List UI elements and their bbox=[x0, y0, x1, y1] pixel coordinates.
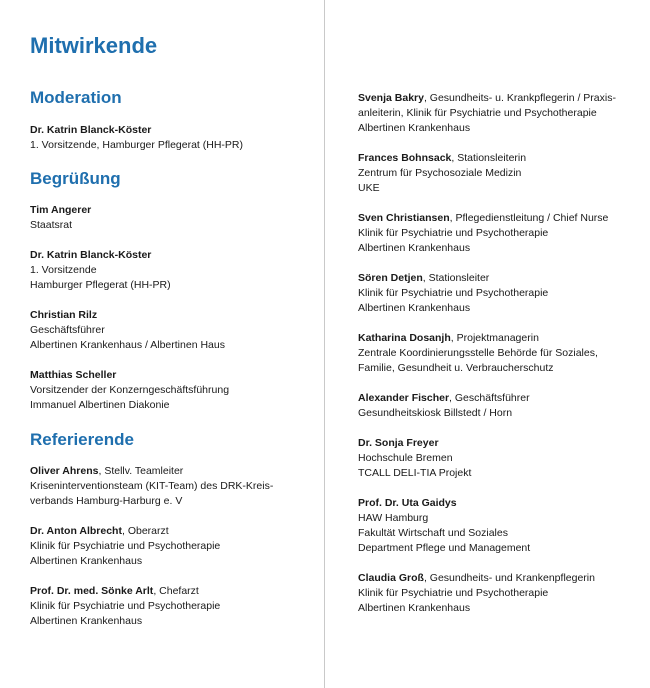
contributor-detail: Albertinen Krankenhaus bbox=[30, 615, 143, 627]
contributor-entry bbox=[30, 123, 320, 153]
contributor-name: Christian Rilz bbox=[30, 309, 98, 321]
contributor-heading bbox=[30, 308, 320, 323]
contributor-entry bbox=[30, 308, 320, 353]
contributor-heading bbox=[30, 524, 320, 539]
contributor-detail: Immanuel Albertinen Diakonie bbox=[30, 399, 170, 411]
contributor-entry bbox=[30, 203, 320, 233]
contributor-name: Dr. Anton Albrecht bbox=[30, 525, 122, 537]
contributor-heading bbox=[358, 211, 648, 226]
contributor-detail: Albertinen Krankenhaus bbox=[30, 555, 143, 567]
contributor-name: Sören Detjen bbox=[358, 272, 423, 284]
contributor-heading bbox=[358, 571, 648, 586]
contributor-heading bbox=[30, 248, 320, 263]
contributor-detail: anleiterin, Klinik für Psychiatrie und Psychotherapie bbox=[358, 107, 597, 119]
contributor-detail: Department Pflege und Management bbox=[358, 542, 531, 554]
contributor-name: Katharina Dosanjh bbox=[358, 332, 451, 344]
contributor-role: , Chefarzt bbox=[153, 585, 199, 597]
contributor-heading bbox=[358, 436, 648, 451]
contributor-detail: Staatsrat bbox=[30, 219, 73, 231]
contributor-role: , Stationsleiter bbox=[422, 272, 490, 284]
contributor-heading bbox=[358, 91, 648, 106]
contributor-detail: Albertinen Krankenhaus bbox=[358, 122, 471, 134]
contributor-name: Matthias Scheller bbox=[30, 369, 117, 381]
contributor-detail: Fakultät Wirtschaft und Soziales bbox=[358, 527, 508, 539]
contributor-detail: Zentrale Koordinierungsstelle Behörde für Soziales, bbox=[358, 347, 598, 359]
contributor-detail: Klinik für Psychiatrie und Psychotherapie bbox=[358, 227, 549, 239]
contributor-detail: Klinik für Psychiatrie und Psychotherapie bbox=[358, 587, 549, 599]
contributor-name: Claudia Groß bbox=[358, 572, 424, 584]
section-moderation-heading: Moderation bbox=[30, 88, 122, 107]
contributor-entry bbox=[30, 368, 320, 413]
contributor-detail: Hochschule Bremen bbox=[358, 452, 453, 464]
contributor-detail: Albertinen Krankenhaus bbox=[358, 602, 471, 614]
contributor-entry bbox=[358, 436, 648, 481]
contributor-entry bbox=[30, 248, 320, 293]
contributor-detail: 1. Vorsitzende bbox=[30, 264, 97, 276]
contributor-entry bbox=[358, 151, 648, 196]
contributor-detail: Hamburger Pflegerat (HH-PR) bbox=[30, 279, 171, 291]
contributor-entry bbox=[358, 496, 648, 556]
contributor-detail: Familie, Gesundheit u. Verbraucherschutz bbox=[358, 362, 554, 374]
contributor-name: Prof. Dr. med. Sönke Arlt bbox=[30, 585, 154, 597]
contributor-detail: Zentrum für Psychosoziale Medizin bbox=[358, 167, 522, 179]
contributor-heading bbox=[30, 368, 320, 383]
contributor-detail: verbands Hamburg-Harburg e. V bbox=[30, 495, 183, 507]
contributor-entry bbox=[30, 524, 320, 569]
contributor-entry bbox=[358, 331, 648, 376]
contributor-entry bbox=[358, 91, 648, 136]
contributor-entry bbox=[358, 571, 648, 616]
contributor-role: , Oberarzt bbox=[121, 525, 169, 537]
contributor-heading bbox=[30, 123, 320, 138]
contributor-name: Sven Christiansen bbox=[358, 212, 450, 224]
contributor-heading bbox=[358, 151, 648, 166]
contributor-entry bbox=[30, 584, 320, 629]
contributor-name: Dr. Katrin Blanck-Köster bbox=[30, 249, 152, 261]
contributor-detail: Albertinen Krankenhaus / Albertinen Haus bbox=[30, 339, 225, 351]
contributor-entry bbox=[358, 391, 648, 421]
contributor-role: , Stationsleiterin bbox=[451, 152, 527, 164]
contributor-heading bbox=[358, 331, 648, 346]
contributor-name: Tim Angerer bbox=[30, 204, 92, 216]
contributor-role: , Stellv. Teamleiter bbox=[98, 465, 184, 477]
contributor-heading bbox=[358, 391, 648, 406]
contributor-name: Alexander Fischer bbox=[358, 392, 450, 404]
contributor-name: Dr. Katrin Blanck-Köster bbox=[30, 124, 152, 136]
contributor-detail: Klinik für Psychiatrie und Psychotherapie bbox=[30, 540, 221, 552]
contributor-role: , Pflegedienstleitung / Chief Nurse bbox=[449, 212, 609, 224]
contributor-heading bbox=[358, 496, 648, 511]
section-referierende-heading: Referierende bbox=[30, 430, 134, 449]
page-title: Mitwirkende bbox=[30, 33, 158, 58]
contributor-detail: TCALL DELI-TIA Projekt bbox=[358, 467, 472, 479]
section-begruessung-heading: Begrüßung bbox=[30, 169, 121, 188]
contributor-name: Dr. Sonja Freyer bbox=[358, 437, 439, 449]
contributor-detail: UKE bbox=[358, 182, 380, 194]
contributor-detail: Klinik für Psychiatrie und Psychotherapie bbox=[30, 600, 221, 612]
contributor-name: Prof. Dr. Uta Gaidys bbox=[358, 497, 457, 509]
contributor-detail: Geschäftsführer bbox=[30, 324, 105, 336]
contributor-heading bbox=[358, 271, 648, 286]
contributor-name: Frances Bohnsack bbox=[358, 152, 452, 164]
contributor-role: , Gesundheits- u. Krankpflegerin / Praxis- bbox=[423, 92, 616, 104]
right-page bbox=[325, 0, 650, 688]
contributor-heading bbox=[30, 203, 320, 218]
contributor-role: , Projektmanagerin bbox=[450, 332, 539, 344]
contributor-detail: Albertinen Krankenhaus bbox=[358, 302, 471, 314]
contributor-detail: 1. Vorsitzende, Hamburger Pflegerat (HH-PR) bbox=[30, 139, 243, 151]
contributor-detail: Kriseninterventionsteam (KIT-Team) des DRK-Kreis- bbox=[30, 480, 274, 492]
left-page bbox=[0, 0, 324, 688]
contributor-role: , Gesundheits- und Krankenpflegerin bbox=[423, 572, 595, 584]
contributor-role: , Geschäftsführer bbox=[449, 392, 530, 404]
contributor-heading bbox=[30, 584, 320, 599]
contributor-detail: Klinik für Psychiatrie und Psychotherapie bbox=[358, 287, 549, 299]
contributor-detail: Gesundheitskiosk Billstedt / Horn bbox=[358, 407, 513, 419]
contributor-name: Svenja Bakry bbox=[358, 92, 424, 104]
contributor-entry bbox=[358, 211, 648, 256]
contributor-name: Oliver Ahrens bbox=[30, 465, 99, 477]
contributor-detail: HAW Hamburg bbox=[358, 512, 429, 524]
contributor-entry bbox=[358, 271, 648, 316]
contributor-detail: Vorsitzender der Konzerngeschäftsführung bbox=[30, 384, 230, 396]
contributor-detail: Albertinen Krankenhaus bbox=[358, 242, 471, 254]
contributor-entry bbox=[30, 464, 320, 509]
contributor-heading bbox=[30, 464, 320, 479]
